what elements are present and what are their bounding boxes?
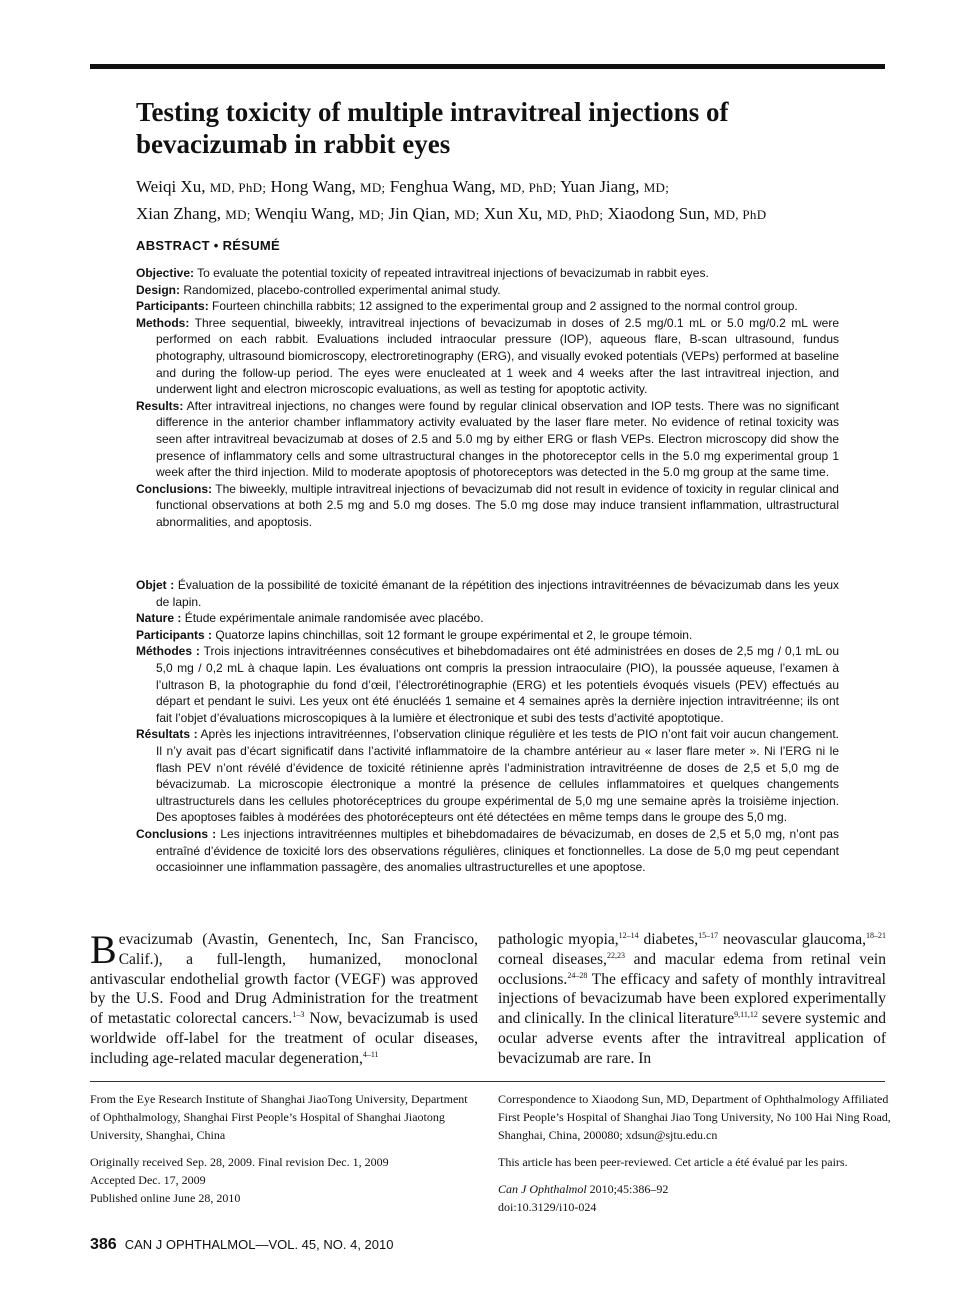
footnote-rule: [90, 1081, 885, 1082]
abstract-text: Trois injections intravitréennes consécutives et bihebdomadaires ont été administrées en doses de 2,5 mg / 0,1 mL ou 5,0 mg / 0,2 mL à chaque lapin. Les évaluations ont compris la pression intraoculaire (PIO), la poussée aqueuse, l’examen à l’ultrason B, la photographie du fond d’œil, l’électrorétinographie (ERG) et les potentiels évoqués visuels (PEV) effectués au départ et pendant le suivi. Les yeux ont été énucléés 1 semaine et 4 semaines après la dernière injection intravitréenne; ils ont fait l’objet d’évaluations microscopiques à la lumière et électronique et subi des tests d’activité apoptotique.: [156, 644, 839, 725]
abstract-label: Design:: [136, 282, 181, 297]
author-name: Xian Zhang,: [136, 204, 221, 223]
abstract-section: [136, 643, 839, 726]
abstract-text: To evaluate the potential toxicity of repeated intravitreal injections of bevacizumab in rabbit eyes.: [197, 266, 709, 280]
reference-superscript: 12–14: [618, 931, 639, 940]
peer-review-note: This article has been peer-reviewed. Cet article a été évalué par les pairs.: [498, 1155, 848, 1169]
abstract-section: [136, 298, 839, 315]
abstract-label: Objet :: [136, 578, 175, 592]
abstract-section: [136, 315, 839, 398]
top-rule: [90, 64, 885, 69]
author-degrees: MD;: [454, 207, 480, 222]
abstract-heading: ABSTRACT • RÉSUMÉ: [136, 238, 280, 253]
running-head: CAN J OPHTHALMOL—VOL. 45, NO. 4, 2010: [124, 1237, 394, 1252]
citation-volume: 2010;45:386–92: [586, 1182, 669, 1196]
author-degrees: MD, PhD;: [209, 180, 267, 195]
citation: [498, 1180, 898, 1198]
abstract-text: Après les injections intravitréennes, l’observation clinique régulière et les tests de PIO n’ont fait voir aucun changement. Il n’y avait pas d’écart significatif dans l’activité inflammatoire de la chambre antérieur au « laser flare meter ». Ni l’ERG ni le flash PEV n’ont révélé d’évidence de toxicité rétinienne après l’administration intravitréenne de doses de 2,5 et 5,0 mg de bévacizumab. La microscopie électronique a montré la présence de cellules inflammatoires et quelques changements ultrastructurels dans les cellules photoréceptrices du groupe expérimental de 5,0 mg une semaine après la troisième injection. Des apoptoses faibles à modérées des photorécepteurs ont été détectées en même temps dans le groupe des 5,0 mg.: [156, 727, 840, 825]
received-date: Originally received Sep. 28, 2009. Final revision Dec. 1, 2009: [90, 1155, 389, 1169]
abstract-text: Fourteen chinchilla rabbits; 12 assigned to the experimental group and 2 assigned to the normal control group.: [212, 299, 798, 314]
abstract-text: Randomized, placebo-controlled experimental animal study.: [183, 282, 501, 297]
drop-cap: B: [90, 927, 117, 972]
citation-journal: Can J Ophthalmol: [498, 1182, 587, 1196]
author-name: Yuan Jiang,: [560, 177, 640, 196]
body-text: Now, bevacizumab is used worldwide off-label for the treatment of ocular diseases, including age-related macular degeneration,: [90, 1010, 478, 1067]
author-name: Xiaodong Sun,: [607, 204, 710, 223]
abstract-section: [136, 726, 839, 826]
author-degrees: MD;: [358, 207, 385, 222]
author-name: Jin Qian,: [388, 204, 450, 223]
body-text: pathologic myopia,: [498, 931, 619, 948]
reference-superscript: 15–17: [698, 931, 719, 940]
abstract-text: Quatorze lapins chinchillas, soit 12 formant le groupe expérimental et 2, le groupe témoin.: [215, 627, 693, 642]
abstract-text: Three sequential, biweekly, intravitreal injections of bevacizumab in doses of 2.5 mg/0.1 mL or 5.0 mg/0.2 mL were performed on each rabbit. Evaluations included intraocular pressure (IOP), aqueous flare, B-scan ultrasound, fundus photography, ultrasound biomicroscopy, electroretinography (ERG), and visually evoked potentials (VEPs) performed at baseline and during the follow-up period. The eyes were enucleated at 1 week and 4 weeks after the last intravitreal injection, and underwent light and electron microscopic evaluations, as well as testing for apoptotic activity.: [156, 315, 840, 397]
abstract-text: Étude expérimentale animale randomisée avec placébo.: [184, 611, 484, 626]
abstract-english: [136, 265, 839, 531]
abstract-section: [136, 826, 839, 876]
abstract-text: Les injections intravitréennes multiples et bihebdomadaires de bévacizumab, en doses de 2,5 et 5,0 mg, n’ont pas entraîné d’évidence de toxicité lors des observations régulières, cliniques et fonctionnelles. La dose de 5,0 mg peut cependant occasioinner une inflammation passagère, des anomalies ultrastructurelles et une apoptose.: [156, 826, 839, 875]
correspondence-note: Correspondence to Xiaodong Sun, MD, Department of Ophthalmology Affiliated First People’s Hospital of Shanghai Jiao Tong University, No 100 Hai Ning Road, Shanghai, China, 200080; xdsun@sjtu.edu.cn: [498, 1092, 891, 1142]
page-number: 386: [90, 1236, 117, 1253]
doi: doi:10.3129/i10-024: [498, 1200, 597, 1214]
body-text: The efficacy and safety of monthly intravitreal injections of bevacizumab have been explored experimentally and clinically. In the clinical literature: [498, 970, 886, 1028]
abstract-section: [136, 398, 839, 481]
abstract-section: [136, 610, 839, 627]
page-footer: [90, 1236, 393, 1254]
abstract-label: Participants:: [136, 299, 209, 314]
published-date: Published online June 28, 2010: [90, 1191, 241, 1205]
reference-superscript: 4–11: [362, 1049, 379, 1059]
abstract-text: The biweekly, multiple intravitreal injections of bevacizumab did not result in evidence of toxicity in regular clinical and functional observations at both 2.5 mg and 5.0 mg doses. The 5.0 mg dose may induce transient inflammation, ultrastructural abnormalities, and apoptosis.: [156, 481, 839, 529]
author-degrees: MD, PhD: [713, 207, 767, 222]
author-degrees: MD, PhD;: [499, 180, 557, 195]
author-list: [136, 174, 876, 228]
body-text: corneal diseases,: [498, 950, 607, 968]
abstract-label: Objective:: [136, 266, 195, 280]
author-name: Xun Xu,: [483, 204, 543, 223]
author-name: Weiqi Xu,: [136, 177, 206, 196]
abstract-label: Méthodes :: [136, 644, 200, 659]
author-degrees: MD, PhD;: [546, 207, 604, 222]
abstract-text: After intravitreal injections, no changes were found by regular clinical observation and IOP tests. There was no significant difference in the anterior chamber inflammatory activity evaluated by the laser flare meter. No evidence of retinal toxicity was seen after intravitreal bevacizumab at doses of 2.5 and 5.0 mg by either ERG or flash VEPs. Electron microscopy did show the presence of inflammatory cells and some ultrastructural changes in the photoreceptor cells in the 5.0 mg experimental group 1 week after the third injection. Mild to moderate apoptosis of photoreceptors was detected in the 5.0 mg group at the same time.: [156, 398, 840, 480]
author-name: Hong Wang,: [270, 177, 356, 196]
accepted-date: Accepted Dec. 17, 2009: [90, 1173, 206, 1187]
abstract-section: [136, 577, 839, 610]
footnote-right: [498, 1090, 898, 1216]
reference-superscript: 1–3: [292, 1010, 305, 1020]
body-paragraph-right: [498, 930, 886, 1069]
abstract-label: Conclusions:: [136, 481, 213, 496]
article-title: Testing toxicity of multiple intravitreal injections of bevacizumab in rabbit eyes: [136, 97, 729, 159]
reference-superscript: 22,23: [606, 950, 625, 960]
reference-superscript: 24–28: [567, 970, 588, 980]
body-text: diabetes,: [638, 931, 699, 948]
abstract-label: Participants :: [136, 627, 213, 642]
author-name: Fenghua Wang,: [389, 177, 496, 196]
abstract-section: [136, 627, 839, 644]
abstract-label: Conclusions :: [136, 826, 217, 841]
author-degrees: MD;: [359, 180, 386, 195]
author-degrees: MD;: [225, 207, 251, 222]
abstract-label: Results:: [136, 398, 184, 413]
author-line-1: [136, 174, 876, 201]
author-degrees: MD;: [643, 180, 670, 195]
reference-superscript: 9,11,12: [734, 1010, 758, 1020]
abstract-section: [136, 481, 839, 531]
author-name: Wenqiu Wang,: [254, 204, 355, 223]
body-paragraph-left: [90, 927, 478, 1069]
body-text: evacizumab (Avastin, Genentech, Inc, San Francisco, Calif.), a full-length, humanized, monoclonal antivascular endothelial growth factor (VEGF) was approved by the U.S. Food and Drug Administration for the treatment of metastatic colorectal cancers.: [90, 931, 478, 1028]
body-text: and macular edema from retinal vein occlusions.: [498, 950, 886, 988]
body-text: neovascular glaucoma,: [718, 931, 866, 948]
abstract-section: [136, 265, 839, 282]
abstract-label: Résultats :: [136, 727, 198, 742]
footnote-left: [90, 1090, 480, 1207]
reference-superscript: 18–21: [866, 931, 886, 940]
abstract-label: Methods:: [136, 315, 190, 330]
author-line-2: [136, 201, 876, 228]
abstract-label: Nature :: [136, 611, 182, 626]
body-text: severe systemic and ocular adverse events after the intravitreal application of bevacizumab are rare. In: [498, 1010, 886, 1067]
affiliation-note: From the Eye Research Institute of Shanghai JiaoTong University, Department of Ophthalmology, Shanghai First People’s Hospital of Shanghai Jiaotong University, Shanghai, China: [90, 1092, 468, 1142]
abstract-text: Évaluation de la possibilité de toxicité émanant de la répétition des injections intravitréennes de bévacizumab dans les yeux de lapin.: [156, 578, 840, 609]
body-column-right: [498, 930, 886, 1069]
abstract-french: [136, 577, 839, 876]
abstract-section: [136, 282, 839, 299]
body-column-left: [90, 927, 478, 1069]
